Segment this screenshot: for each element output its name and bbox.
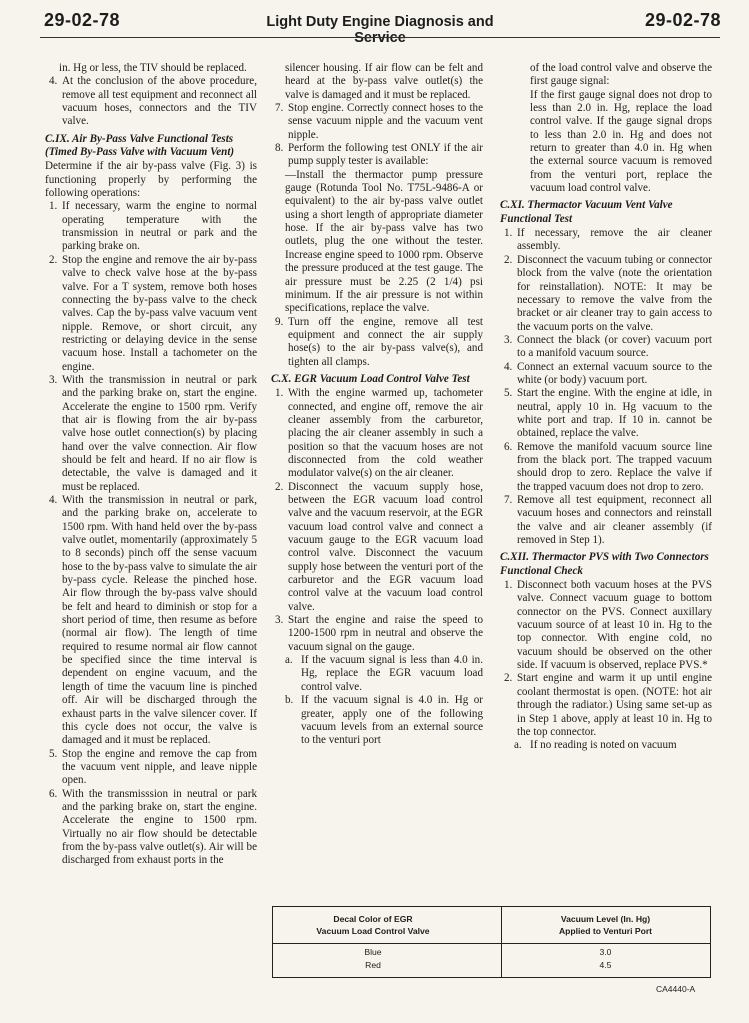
table-cell: 4.5 <box>599 960 612 970</box>
list-item-detail: —Install the thermactor pump pressure gauge (Rotunda Tool No. T75L-9486-A or equivalent) to the air by-pass valve outlet using a short length of appropriate diameter hose. If the air by-pass valve has two outlets, plug the one without the tester. Increase engine speed to 1000 rpm. Observe the pressure produced at the test gauge. The air pressure must be 2.25 (2 1/4) psi minimum. If the air pressure is not within specifications, replace the valve. <box>285 168 483 315</box>
list-item: 8. Perform the following test ONLY if the air pump supply tester is available: <box>275 142 483 168</box>
list-item: 2. Disconnect the vacuum tubing or connector block from the valve (note the orientation for reinstallation). NOTE: It may be necessary to remove the valve from the bracket or air cleaner tray to gain access to the vacuum ports on the valve. <box>504 253 712 333</box>
section-heading-xii: C.XII. Thermactor PVS with Two Connectors Functional Check <box>500 551 709 577</box>
list-item: 3. Start the engine and raise the speed to 1200-1500 rpm in neutral and observe the vacuum signal on the gauge. <box>275 614 483 653</box>
list-item: 4. Connect an external vacuum source to the white (or body) vacuum port. <box>504 360 712 386</box>
sub-list-item: a. If no reading is noted on vacuum <box>514 739 677 752</box>
page-number-right: 29-02-78 <box>645 10 722 30</box>
list-item: 3. With the transmission in neutral or park and the parking brake on, start the engine. Accelerate the engine to 1500 rpm. Verify that air is flowing from the air by-pass valve hose outlet connection(s) by placing hand over the valve connection. Air flow should be felt and heard. If no air flow is detectable, the valve is damaged and it must be replaced. <box>49 373 257 493</box>
table-cell: Red <box>365 960 381 970</box>
page-title: Light Duty Engine Diagnosis and Service <box>266 14 494 46</box>
list-item: 4. With the transmission in neutral or park, and the parking brake on, accelerate to 1500 rpm. With hand held over the by-pass valve outlet, momentarily (approximately 5 to 8 seconds) pinch off the sense vacuum hose to the by-pass valve to simulate the air by-pass cycle. Release the pinched hose. Air flow through the by-pass valve should be felt and heard to diminish or stop for a short period of time, then resume as before (normal air flow). The length of time required to resume normal air flow cannot be specified since the time interval is dependent on engine vacuum, and the length of time the vacuum line is pinched off. Air will be discharged through the exhaust parts in the valve silencer cover. If this cycle does not occur, the valve is damaged and it must be replaced. <box>49 494 257 747</box>
list-item: 7. Stop engine. Correctly connect hoses to the sense vacuum nipple and the vacuum vent nipple. <box>275 102 483 141</box>
vacuum-level-table <box>272 906 711 978</box>
list-item: 9. Turn off the engine, remove all test equipment and connect the air supply hose(s) to the air by-pass valve(s), and tighten all clamps. <box>275 315 483 368</box>
column-1 <box>45 62 257 868</box>
section-heading-x: C.X. EGR Vacuum Load Control Valve Test <box>271 372 470 385</box>
table-header-decal: Decal Color of EGR Vacuum Load Control Valve <box>316 914 430 936</box>
column-2 <box>271 62 483 748</box>
list-item: 5. Stop the engine and remove the cap from the vacuum vent nipple, and leave nipple open. <box>49 747 257 787</box>
list-item: 1. With the engine warmed up, tachometer connected, and engine off, remove the air cleaner assembly from the carburetor, placing the air cleaner assembly in such a position so that the vacuum hoses are not disconnected from the cold weather modulator valve(s) on the air cleaner. <box>275 387 483 480</box>
list-item: 1. Disconnect both vacuum hoses at the PVS valve. Connect vacuum guage to bottom connector on the PVS. Connect auxillary vacuum source of at least 10 in. Hg to the top connector. With engine cold, no vacuum should be observed on the other side. If vacuum is observed, replace PVS.* <box>504 579 712 672</box>
list-item: 2. Disconnect the vacuum supply hose, between the EGR vacuum load control valve and the vacuum reservoir, at the EGR vacuum load control valve and connect a vacuum gauge to the EGR vacuum load control valve. Disconnect the vacuum supply hose between the venturi port of the carburetor and the EGR vacuum load control valve at the vacuum load control valve. <box>275 480 483 613</box>
header-rule <box>40 37 720 38</box>
continued-text: If the first gauge signal does not drop to less than 2.0 in. Hg, replace the load control valve. If the gauge signal drops to less than 2.0 in. Hg and does not return to greater than 4.0 in. Hg when the external source vacuum is removed from the venturi port, replace the vacuum load control valve. <box>530 88 712 195</box>
continued-text: in. Hg or less, the TIV should be replaced. <box>59 62 247 74</box>
table-header-vacuum: Vacuum Level (In. Hg) Applied to Venturi Port <box>558 914 653 936</box>
sub-list-item: b. If the vacuum signal is 4.0 in. Hg or greater, apply one of the following vacuum levels from an external source to the venturi port <box>285 694 483 747</box>
table-divider <box>273 943 710 944</box>
column-3 <box>500 62 712 753</box>
section-intro: Determine if the air by-pass valve (Fig. 3) is functioning properly by performing the following operations: <box>45 160 257 200</box>
page-number-left: 29-02-78 <box>44 10 121 30</box>
table-cell: 3.0 <box>599 947 612 957</box>
list-item: 1. If necessary, remove the air cleaner assembly. <box>504 227 712 253</box>
section-heading-xi: C.XI. Thermactor Vacuum Vent Valve Functional Test <box>500 199 673 225</box>
list-item: 6. Remove the manifold vacuum source line from the black port. The trapped vacuum should drop to zero. Replace the valve if the trapped vacuum does not drop to zero. <box>504 440 712 493</box>
list-item: 2. Start engine and warm it up until engine coolant thermostat is open. (NOTE: hot air through the radiator.) Using same set-up as in Step 1 above, apply at least 10 in. Hg to the top connector. <box>504 672 712 738</box>
table-cell: Blue <box>364 947 382 957</box>
list-item: 1. If necessary, warm the engine to normal operating temperature with the transmission in neutral or park and the parking brake on. <box>49 200 257 253</box>
list-item: 2. Stop the engine and remove the air by-pass valve to check valve hose at the by-pass valve. For a T system, remove both hoses connecting the by-pass valve to the check valves. Cap the by-pass valve vacuum vent nipple. Remove, or short circuit, any restricting or delaying device in the sense vacuum hose. Install a tachometer on the engine. <box>49 253 257 373</box>
sub-list-item: a. If the vacuum signal is less than 4.0 in. Hg, replace the EGR vacuum load control valve. <box>285 654 483 693</box>
continued-text: silencer housing. If air flow can be felt and heard at the by-pass valve outlet(s) the valve is damaged and it must be replaced. <box>285 62 483 101</box>
figure-code: CA4440-A <box>656 984 696 994</box>
list-item: 3. Connect the black (or cover) vacuum port to a manifold vacuum source. <box>504 333 712 360</box>
section-heading-ix: C.IX. Air By-Pass Valve Functional Tests (Timed By-Pass Valve with Vacuum Vent) <box>45 132 235 159</box>
list-item: 6. With the transmisssion in neutral or park and the parking brake on, start the engine. Accelerate the engine to 1500 rpm. Virtually no air flow should be detectable from the by-pass valve outlet(s). Air will be discharged from exhaust ports in the <box>49 787 257 867</box>
list-item: 7. Remove all test equipment, reconnect all vacuum hoses and connectors and reinstall the valve and air cleaner assembly (if removed in Step 1). <box>504 494 712 547</box>
list-item: 4. At the conclusion of the above procedure, remove all test equipment and reconnect all vacuum hoses, connectors and the TIV valve. <box>49 75 257 128</box>
page-header <box>0 0 749 44</box>
list-item: 5. Start the engine. With the engine at idle, in neutral, apply 10 in. Hg vacuum to the white port and trap. If 10 in. cannot be obtained, replace the valve. <box>504 387 712 440</box>
continued-text: of the load control valve and observe the first gauge signal: <box>530 62 712 88</box>
